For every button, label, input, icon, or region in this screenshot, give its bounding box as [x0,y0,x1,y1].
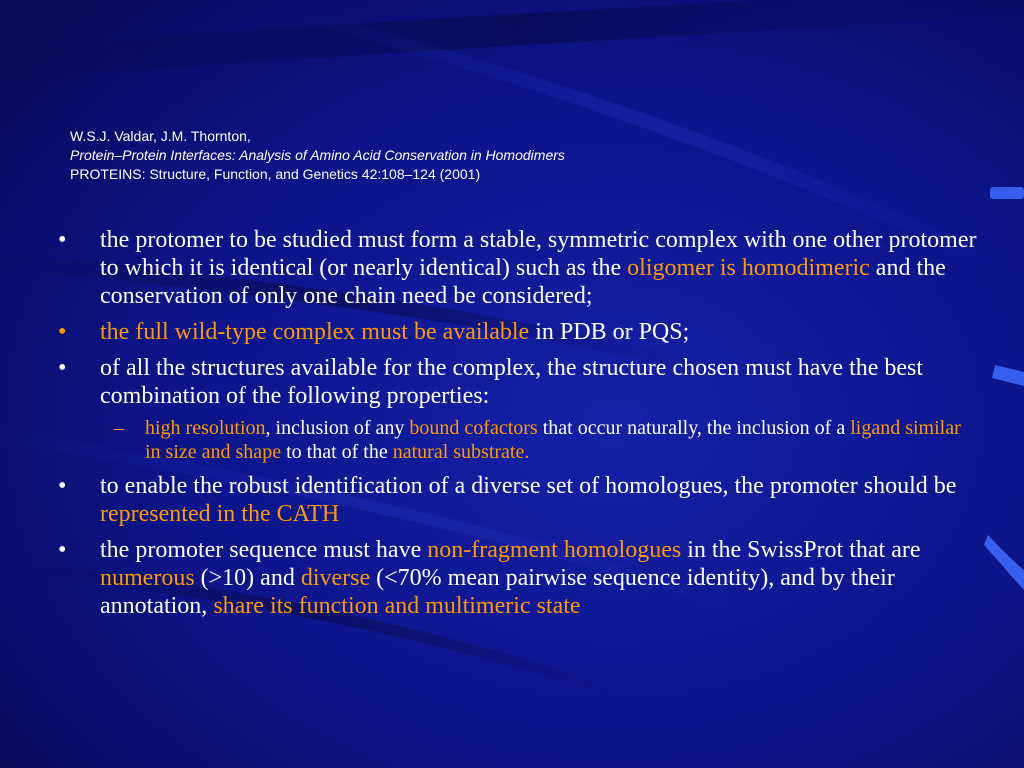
highlight-segment: share its function and multimeric state [213,593,581,619]
text-segment: to that of the [281,441,393,463]
highlight-segment: high resolution [145,417,266,439]
text-segment: to enable the robust identification of a diverse set of homologues, the promoter should be [100,473,957,499]
bullet-marker: • [58,355,67,381]
highlight-segment: ligand similar in size and shape [145,417,961,463]
bullet-item [58,354,978,410]
text-segment: that occur naturally, the inclusion of a [537,417,851,439]
sub-bullet-item [58,416,978,464]
text-segment: in PDB or PQS; [529,319,690,345]
highlight-segment: represented in the CATH [100,501,340,527]
bullet-marker: • [58,319,67,345]
highlight-segment: diverse [300,565,371,591]
highlight-segment: natural substrate. [392,441,530,463]
text-segment: (<70% mean pairwise sequence identity), and by their annotation, [100,565,895,619]
bullet-item [58,318,978,346]
bullet-marker: • [58,537,67,563]
citation-block [70,127,970,184]
bullet-item [58,226,978,310]
bullet-item [58,536,978,620]
highlight-segment: non-fragment homologues [427,537,682,563]
text-segment: the promoter sequence must have [100,537,428,563]
text-segment: (>10) and [194,565,301,591]
bullet-item [58,472,978,528]
text-segment: in the SwissProt that are [681,537,921,563]
highlight-segment: bound cofactors [409,417,538,439]
citation-title: Protein–Protein Interfaces: Analysis of Amino Acid Conservation in Homodimers [70,147,565,163]
text-segment: the protomer to be studied must form a stable, symmetric complex with one other protomer to which it is identical (or nearly identical) such as the [100,227,977,281]
citation-authors: W.S.J. Valdar, J.M. Thornton, [70,128,251,144]
text-segment: of all the structures available for the complex, the structure chosen must have the best combination of the following properties: [100,355,924,409]
text-segment: and the conservation of only one chain need be considered; [100,255,946,309]
citation-journal: PROTEINS: Structure, Function, and Genetics 42:108–124 (2001) [70,166,481,182]
bullet-marker: • [58,227,67,253]
bullet-marker: • [58,473,67,499]
highlight-segment: oligomer is homodimeric [627,255,870,281]
text-segment: , inclusion of any [265,417,410,439]
highlight-segment: numerous [100,565,195,591]
dash-marker: – [114,417,124,439]
highlight-segment: the full wild-type complex must be available [100,319,530,345]
bullet-list [58,226,978,628]
